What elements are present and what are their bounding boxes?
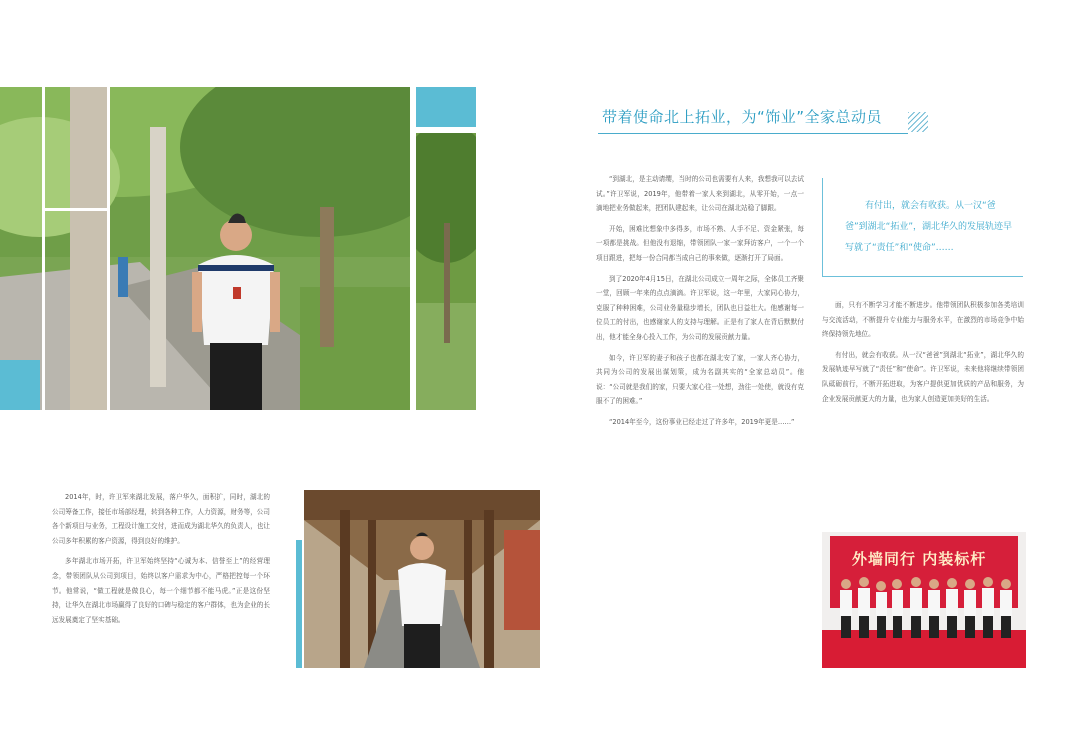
frame-line bbox=[42, 208, 110, 211]
frame-line bbox=[42, 87, 45, 410]
paragraph: 2014年，时，许卫军来湖北发展，落户华久，面积扩，同时，湖北的公司筹备工作，接任市场部经理，转到各种工作，人力资源，财务等，公司各个新项目与业务，工程设计施工交付，进而成为湖北华久的负责人，也让公司多年积累的客户资源，得到良好的维护。 bbox=[52, 493, 270, 545]
paragraph: 有付出，就会有收获。从一汉“爸爸”到湖北“拓业”，湖北华久的发展轨迹早写就了“责任”和“使命”。许卫军说，未来他将继续带领团队砥砺前行，不断开拓进取，为客户提供更加优质的产品和服务，为企业发展贡献更大的力量，也为家人创造更加美好的生活。 bbox=[822, 350, 1024, 403]
accent-block bbox=[0, 360, 40, 410]
paragraph: 开始，困难比想象中多得多，市场不熟、人手不足、资金紧张，每一项都是挑战。但他没有退缩，带领团队一家一家拜访客户，一个一个项目跟进，把每一份合同都当成自己的事来做，逐渐打开了局面。 bbox=[596, 224, 804, 262]
paragraph: 面，只有不断学习才能不断进步。他带领团队积极参加各类培训与交流活动，不断提升专业能力与服务水平，在激烈的市场竞争中始终保持领先地位。 bbox=[822, 301, 1024, 339]
article-heading: 带着使命北上拓业，为“饰业”全家总动员 bbox=[602, 108, 883, 126]
left-body-column bbox=[52, 490, 270, 670]
group-photo bbox=[822, 532, 1026, 668]
accent-bar bbox=[296, 540, 302, 668]
accent-block bbox=[416, 87, 476, 127]
hatch-ornament bbox=[908, 112, 928, 132]
paragraph: 如今，许卫军的妻子和孩子也都在湖北安了家，一家人齐心协力，共同为公司的发展出谋划策，成为名副其实的“全家总动员”。他说：“公司就是我们的家，只要大家心往一处想，劲往一处使，就没有克服不了的困难。” bbox=[596, 353, 804, 406]
park-strip-image bbox=[416, 133, 476, 410]
paragraph: 多年湖北市场开拓，许卫军始终坚持“心诚为本、信誉至上”的经营理念，带领团队从公司到项目，始终以客户需求为中心，严格把控每一个环节。他常说，“做工程就是做良心，每一个细节都不能马虎。”正是这份坚持，让华久在湖北市场赢得了良好的口碑与稳定的客户群体，也为企业的长远发展奠定了坚实基础。 bbox=[52, 557, 270, 624]
paragraph: 到了2020年4月15日，在湖北公司成立一周年之际，全体员工齐聚一堂，回顾一年来的点点滴滴。许卫军说，这一年里，大家同心协力，克服了种种困难，公司业务量稳步增长，团队也日益壮大。他感谢每一位员工的付出，也感谢家人的支持与理解。正是有了家人在背后默默付出，他才能全身心投入工作，为公司的发展贡献力量。 bbox=[596, 274, 804, 341]
pull-quote: 有付出，就会有收获。从一汉“爸爸”到湖北“拓业”，湖北华久的发展轨迹早写就了“责任”和“使命”…… bbox=[845, 201, 1012, 253]
banner-slogan: 外墙同行 内装标杆 bbox=[852, 550, 987, 568]
paragraph: “2014年至今，这份事业已经走过了许多年，2019年更是……” bbox=[609, 417, 795, 426]
paragraph: “到湖北，是主动请缨，当时的公司也需要有人来，我想我可以去试试。”许卫军说，2019年，他带着一家人来到湖北，从零开始，一点一滴地把业务做起来，把团队建起来，让公司在湖北站稳了脚跟。 bbox=[596, 175, 804, 213]
park-scene-image bbox=[0, 87, 410, 410]
park-strip-photo bbox=[416, 133, 476, 410]
right-body-column-1 bbox=[596, 172, 804, 670]
corridor-scene-image bbox=[304, 490, 540, 668]
frame-line bbox=[107, 87, 110, 410]
heading-underline bbox=[598, 133, 908, 134]
portrait-photo-park bbox=[0, 87, 410, 410]
portrait-photo-corridor bbox=[304, 490, 540, 668]
right-body-column-2 bbox=[822, 298, 1024, 516]
